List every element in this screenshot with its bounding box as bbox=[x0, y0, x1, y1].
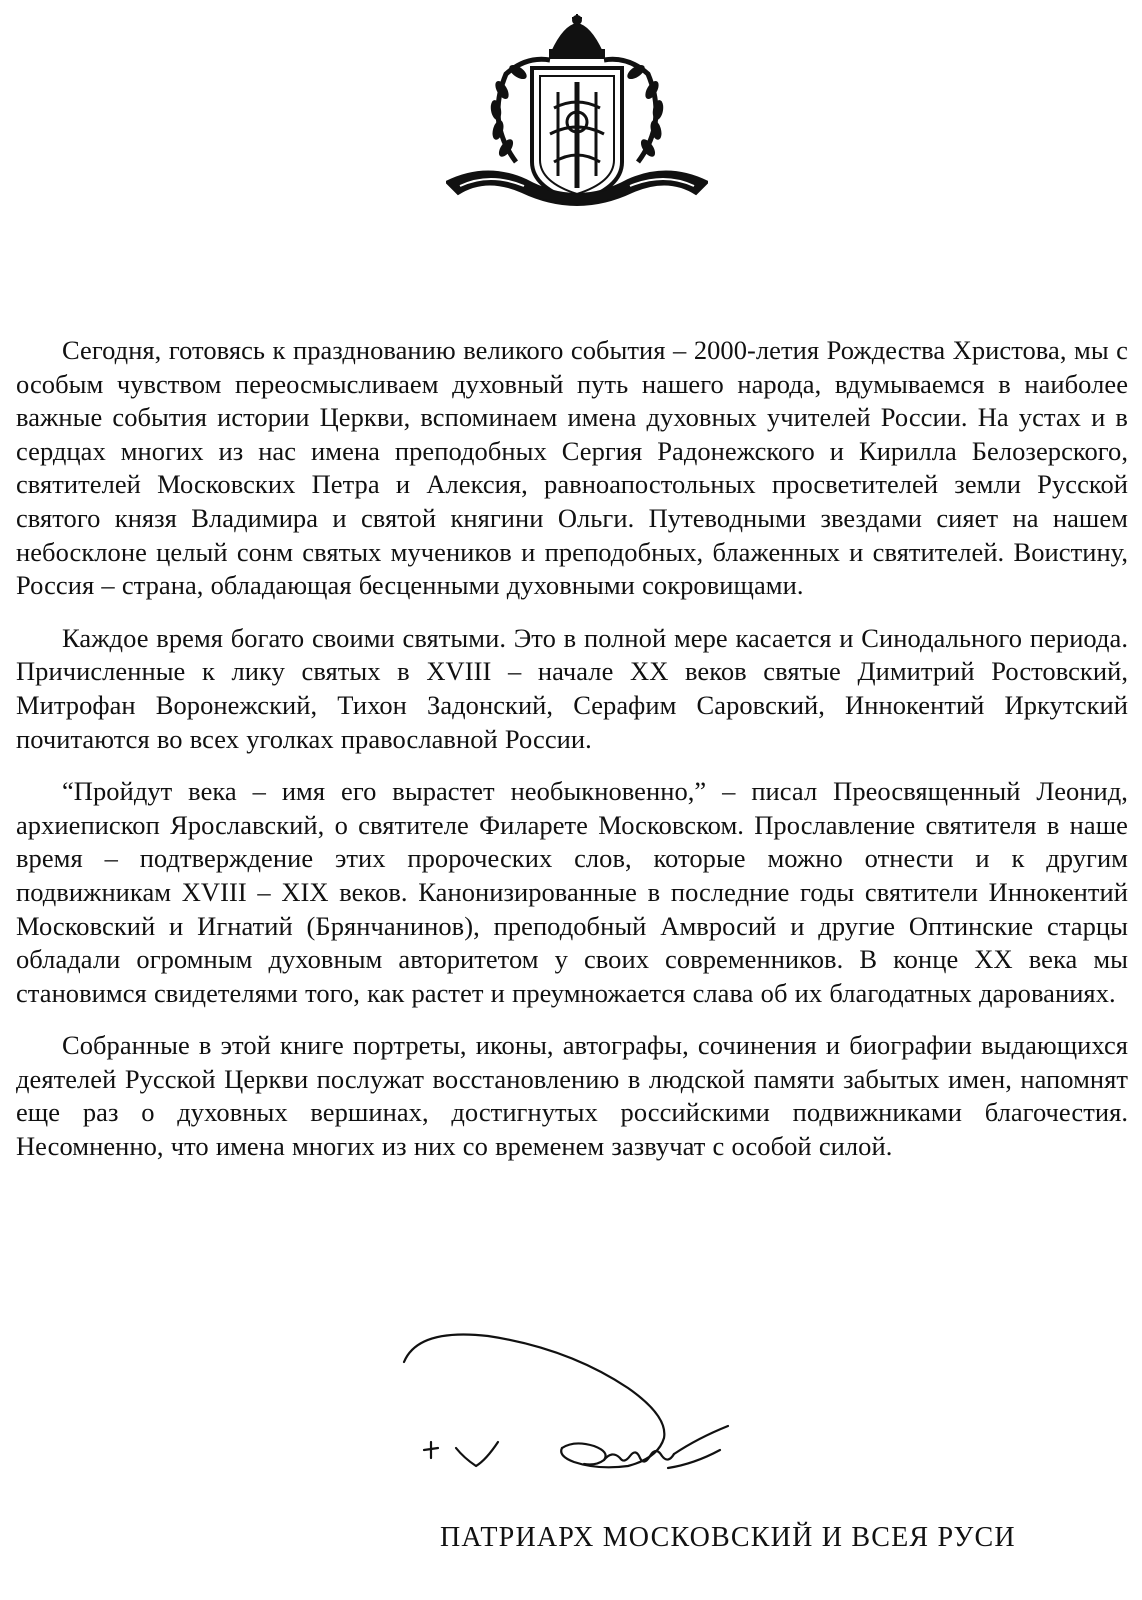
paragraph-3: “Пройдут века – имя его вырастет необыкновенно,” – писал Преосвященный Леонид, архиепископ Ярославский, о святителе Филарете Московском. Прославление святителя в наше время – подтверждение этих пророческих слов, которые можно отнести и к другим подвижникам XVIII – XIX веков. Канонизированные в последние годы святители Иннокентий Московский и Игнатий (Брянчанинов), преподобный Амвросий и другие Оптинские старцы обладали огромным духовным авторитетом у своих современников. В конце XX века мы становимся свидетелями того, как растет и преумножается слава об их благодатных дарованиях. bbox=[16, 776, 1128, 1008]
signatory-title: ПАТРИАРХ МОСКОВСКИЙ И ВСЕЯ РУСИ bbox=[440, 1522, 1016, 1553]
paragraph-4: Собранные в этой книге портреты, иконы, автографы, сочинения и биографии выдающихся деятелей Русской Церкви послужат восстановлению в людской памяти забытых имен, напомнят еще раз о духовных вершинах, достигнутых российскими подвижниками благочестия. Несомненно, что имена многих из них со временем зазвучат с особой силой. bbox=[16, 1030, 1128, 1162]
letter-body bbox=[16, 334, 1128, 1183]
patriarch-coat-of-arms-icon bbox=[446, 12, 708, 222]
paragraph-1: Сегодня, готовясь к празднованию великого события – 2000-летия Рождества Христова, мы с особым чувством переосмысливаем духовный путь нашего народа, вдумываемся в наиболее важные события истории Церкви, вспоминаем имена духовных учителей России. На устах и в сердцах многих из нас имена преподобных Сергия Радонежского и Кирилла Белозерского, святителей Московских Петра и Алексия, равноапостольных просветителей земли Русской святого князя Владимира и святой княгини Ольги. Путеводными звездами сияет на нашем небосклоне целый сонм святых мучеников и преподобных, блаженных и святителей. Воистину, Россия – страна, обладающая бесценными духовными сокровищами. bbox=[16, 335, 1128, 601]
handwritten-signature-icon bbox=[398, 1318, 748, 1488]
paragraph-2: Каждое время богато своими святыми. Это в полной мере касается и Синодального периода. Причисленные к лику святых в XVIII – начале XX веков святые Димитрий Ростовский, Митрофан Воронежский, Тихон Задонский, Серафим Саровский, Иннокентий Иркутский почитаются во всех уголках православной России. bbox=[16, 622, 1128, 754]
